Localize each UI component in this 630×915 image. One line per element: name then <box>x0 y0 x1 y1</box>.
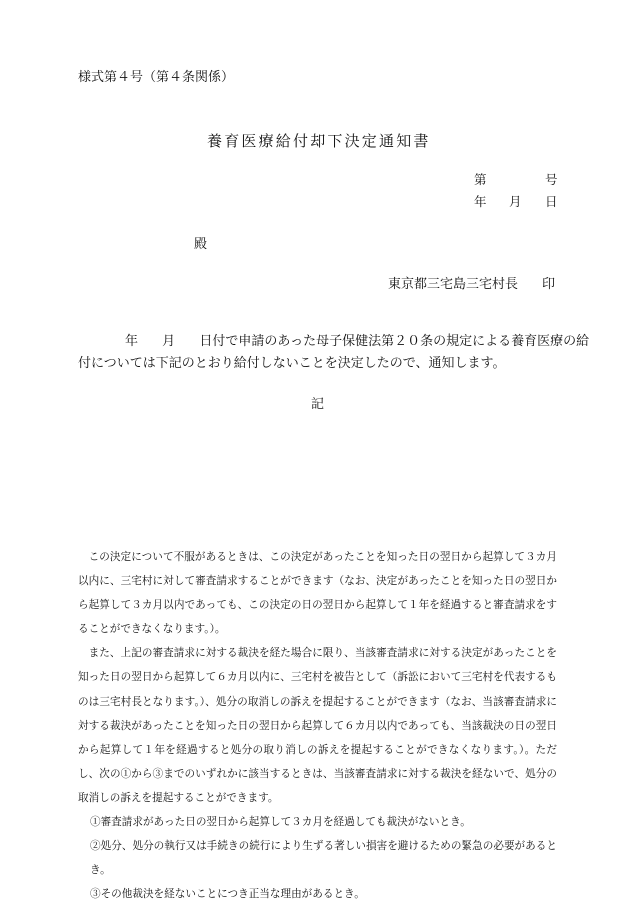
appeal-notice-item-1: ①審査請求があった日の翌日から起算して３カ月を経過しても裁決がないとき。 <box>90 816 471 829</box>
issuer-name: 東京都三宅島三宅村長 <box>388 277 519 292</box>
ki-marker: 記 <box>311 397 325 412</box>
lead-month: 月 <box>162 334 176 349</box>
appeal-notice-item-2: ②処分、処分の執行又は手続きの続行により生ずる著しい損害を避けるための緊急の必要があるとき。 <box>90 840 557 877</box>
appeal-notice <box>78 545 557 906</box>
date-year-label: 年 <box>474 194 487 209</box>
lead-year: 年 <box>125 334 139 349</box>
form-number: 様式第４号（第４条関係） <box>78 70 235 85</box>
appeal-notice-paragraph-1: この決定について不服があるときは、この決定があったことを知った日の翌日から起算して３カ月以内に、三宅村に対して審査請求することができます（なお、決定があったことを知った日の翌日から起算して３カ月以内であっても、この決定の日の翌日から起算して１年を経過すると審査請求をすることができなくなります。）。 <box>78 551 557 636</box>
appeal-notice-paragraph-2: また、上記の審査請求に対する裁決を経た場合に限り、当該審査請求に対する決定があったことを知った日の翌日から起算して６カ月以内に、三宅村を被告として（訴訟において三宅村を代表するものは三宅村長となります。）、処分の取消しの訴えを提起することができます（なお、当該審査請求に対する裁決があったことを知った日の翌日から起算して６カ月以内であっても、当該裁決の日の翌日から起算して１年を経過すると処分の取り消しの訴えを提起することができなくなります。）。ただし、次の①から③までのいずれかに該当するときは、当該審査請求に対する裁決を経ないで、処分の取消しの訴えを提起することができます。 <box>78 647 557 804</box>
lead-sentence-line-1 <box>78 331 590 353</box>
lead-sentence-line-2: 付については下記のとおり給付しないことを決定したので、通知します。 <box>78 356 506 371</box>
date-day-label: 日 <box>545 194 558 209</box>
lead-text: 日付で申請のあった母子保健法第２０条の規定による養育医療の給 <box>199 334 590 349</box>
document-number-suffix: 号 <box>545 172 558 187</box>
addressee-honorific: 殿 <box>194 237 208 252</box>
date-month-label: 月 <box>509 194 522 209</box>
document-number-prefix: 第 <box>474 172 487 187</box>
appeal-notice-item-3: ③その他裁決を経ないことにつき正当な理由があるとき。 <box>90 888 365 901</box>
document-title: 養育医療給付却下決定通知書 <box>207 132 431 150</box>
seal-mark: 印 <box>542 277 556 292</box>
